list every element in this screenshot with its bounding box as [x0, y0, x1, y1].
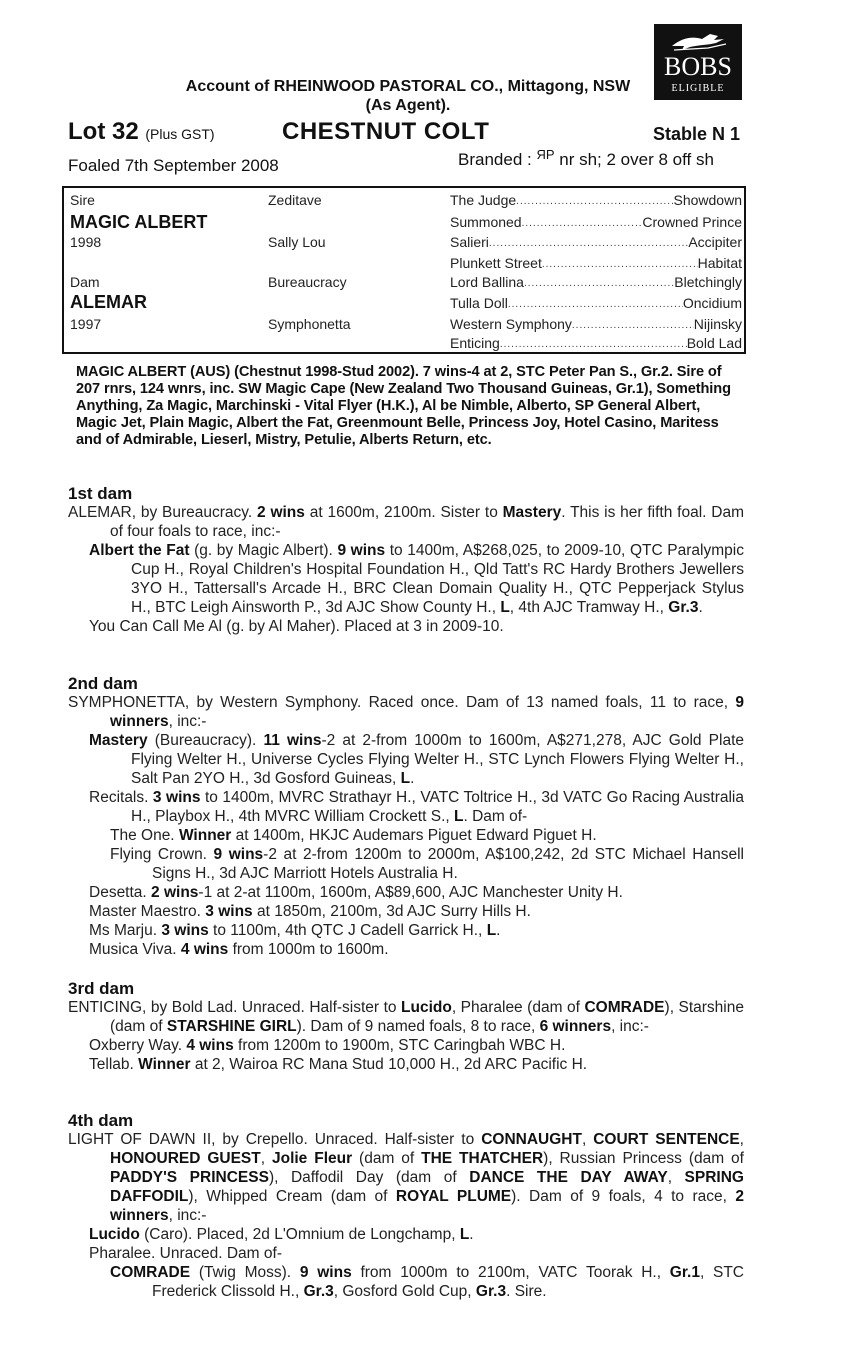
bold-text: Gr.3 — [303, 1283, 334, 1300]
text: ), Daffodil Day (dam of — [268, 1169, 470, 1186]
grandparent-sire: Enticing — [450, 335, 500, 351]
text: ENTICING, by Bold Lad. Unraced. Half-sister to — [68, 999, 402, 1016]
grandparent-row — [450, 316, 742, 336]
bold-text: 9 winners — [110, 694, 744, 730]
dam-entry — [68, 1130, 744, 1225]
text: -1 at 2-at 1100m, 1600m, A$89,600, AJC Manchester Unity H. — [198, 884, 623, 901]
grandparent-sire: Salieri — [450, 234, 489, 250]
bold-text: COMRADE — [584, 999, 665, 1016]
bold-text: 4 wins — [180, 941, 229, 958]
bold-text: 9 wins — [337, 542, 386, 559]
leader-dots — [500, 335, 687, 355]
section-heading: 1st dam — [68, 484, 133, 503]
progeny-entry — [68, 541, 744, 617]
bold-text: L — [500, 599, 510, 616]
text: You Can Call Me Al (g. by Al Maher). Placed at 3 in 2009-10. — [89, 618, 504, 635]
text: , — [667, 1169, 685, 1186]
text: (Bureaucracy). — [147, 732, 264, 749]
text: . — [469, 1226, 474, 1243]
dam-entry — [68, 998, 744, 1036]
text: at 2, Wairoa RC Mana Stud 10,000 H., 2d ARC Pacific H. — [190, 1056, 588, 1073]
text: . Sire. — [506, 1283, 547, 1300]
vendor-account: Account of RHEINWOOD PASTORAL CO., Mittagong, NSW — [185, 78, 631, 95]
section-heading: 4th dam — [68, 1111, 134, 1130]
bold-text: DANCE THE DAY AWAY — [469, 1169, 668, 1186]
bold-text: 6 winners — [539, 1018, 612, 1035]
grandparent-row — [450, 295, 742, 315]
grandparent-dam: Habitat — [697, 255, 742, 271]
leader-dots — [489, 234, 688, 254]
grandparent-sire: Summoned — [450, 214, 522, 230]
brand-mark: ЯP — [536, 147, 555, 162]
branded-text: nr sh; 2 over 8 off sh — [559, 150, 714, 169]
grandparent-row — [450, 255, 742, 275]
leader-dots — [524, 274, 674, 294]
grandparent-dam: Bletchingly — [674, 274, 742, 290]
progeny-entry — [68, 845, 744, 883]
dam-name: ALEMAR — [70, 292, 147, 312]
text: ALEMAR, by Bureaucracy. — [68, 504, 258, 521]
text: . — [410, 770, 415, 787]
brand-info — [458, 147, 714, 170]
leader-dots — [542, 255, 698, 275]
text: from 1000m to 1600m. — [228, 941, 389, 958]
pedigree-table — [62, 186, 746, 354]
text: LIGHT OF DAWN II, by Crepello. Unraced. Half-sister to — [68, 1131, 482, 1148]
logo-brand: BOBS — [664, 52, 732, 81]
grandparent-sire: Western Symphony — [450, 316, 572, 332]
bold-text: 4 wins — [186, 1037, 234, 1054]
dam-entry — [68, 503, 744, 541]
grandparent-dam: Showdown — [673, 192, 742, 208]
lot-number: Lot 32 (Plus GST) — [68, 118, 215, 145]
text: , 4th AJC Tramway H., — [509, 599, 669, 616]
bold-text: 3 wins — [205, 903, 253, 920]
grandparent-row — [450, 234, 742, 254]
text: The One. — [110, 827, 179, 844]
sire-dam: Sally Lou — [268, 234, 326, 250]
bold-text: 9 wins — [299, 1264, 352, 1281]
text: SYMPHONETTA, by Western Symphony. Raced once. Dam of 13 named foals, 11 to race, — [68, 694, 736, 711]
progeny-entry — [68, 826, 744, 845]
text: Recitals. — [89, 789, 153, 806]
grandparent-dam: Oncidium — [682, 295, 742, 311]
text: ). Dam of 9 named foals, 8 to race, — [296, 1018, 540, 1035]
sire-label: Sire — [70, 192, 95, 208]
text: Desetta. — [89, 884, 152, 901]
bold-text: ROYAL PLUME — [395, 1188, 512, 1205]
text: , inc:- — [168, 1207, 207, 1224]
progeny-entry — [68, 731, 744, 788]
text: to 1400m, A$268,025, to 2009-10, QTC Paralympic Cup H., Royal Children's Hospital Foundation H., Qld Tatt's RC Hardy Brothers Jewellers 3YO H., Tattersall's Arcade H., BRC Clean Domain Quality H., QTC Pepperjack Stylus H., BTC Leigh Ainsworth P., 3d AJC Show County H., — [131, 542, 744, 616]
text: -2 at 2-from 1000m to 1600m, A$271,278, AJC Gold Plate Flying Welter H., Universe Cycles Flying Welter H., STC Lynch Flowers Flying Welter H., Salt Pan 2YO H., 3d Gosford Guineas, — [131, 732, 744, 787]
dam-entry — [68, 693, 744, 731]
bold-text: L — [486, 922, 497, 939]
progeny-entry — [68, 617, 744, 636]
stable-location: Stable N 1 — [652, 124, 740, 144]
text: . — [496, 922, 501, 939]
bold-text: HONOURED GUEST — [110, 1150, 261, 1167]
text: Flying Crown. — [110, 846, 214, 863]
bold-text: Gr.3 — [668, 599, 699, 616]
sire-name: MAGIC ALBERT — [70, 212, 208, 232]
fourth-dam-section — [68, 1111, 744, 1301]
bold-text: Lucido — [401, 999, 452, 1016]
bold-text: 2 wins — [257, 504, 305, 521]
progeny-entry — [68, 902, 744, 921]
lot-gst: (Plus GST) — [145, 126, 215, 142]
progeny-entry — [68, 940, 744, 959]
racehorse-icon — [668, 30, 728, 52]
text: , inc:- — [611, 1018, 649, 1035]
leader-dots — [508, 295, 683, 315]
section-heading: 2nd dam — [68, 674, 138, 693]
text: (Twig Moss). — [190, 1264, 300, 1281]
text: at 1850m, 2100m, 3d AJC Surry Hills H. — [252, 903, 531, 920]
progeny-entry — [68, 1263, 744, 1301]
text: to 1100m, 4th QTC J Cadell Garrick H., — [208, 922, 487, 939]
bold-text: 2 winners — [110, 1188, 744, 1224]
bold-text: Albert the Fat — [89, 542, 190, 559]
bold-text: Winner — [178, 827, 232, 844]
grandparent-sire: Tulla Doll — [450, 295, 508, 311]
bold-text: SPRING DAFFODIL — [110, 1169, 744, 1205]
grandparent-dam: Bold Lad — [686, 335, 742, 351]
grandparent-row — [450, 335, 742, 355]
bold-text: L — [459, 1226, 470, 1243]
dam-dam: Symphonetta — [268, 316, 351, 332]
dam-label: Dam — [70, 274, 100, 290]
progeny-entry — [68, 883, 744, 902]
bold-text: L — [454, 808, 464, 825]
progeny-entry — [68, 1244, 744, 1263]
bold-text: COURT SENTENCE — [593, 1131, 740, 1148]
first-dam-section — [68, 484, 744, 636]
bold-text: Winner — [138, 1056, 191, 1073]
text: , — [581, 1131, 594, 1148]
bold-text: 3 wins — [161, 922, 209, 939]
vendor-agent: (As Agent). — [365, 97, 451, 114]
text: to 1400m, MVRC Strathayr H., VATC Toltrice H., 3d VATC Go Racing Australia H., Playbox H., 4th MVRC William Crockett S., — [131, 789, 744, 825]
text: . This is her fifth foal. Dam of four foals to race, inc:- — [110, 504, 744, 540]
second-dam-section — [68, 674, 744, 959]
text: ), Whipped Cream (dam of — [188, 1188, 396, 1205]
progeny-entry — [68, 1055, 744, 1074]
bold-text: Mastery — [502, 504, 562, 521]
bobs-eligible-logo — [654, 24, 742, 100]
progeny-entry — [68, 1225, 744, 1244]
logo-subtitle: ELIGIBLE — [671, 83, 725, 94]
text: (g. by Magic Albert). — [189, 542, 338, 559]
third-dam-section — [68, 979, 744, 1074]
progeny-entry — [68, 788, 744, 826]
bold-text: Lucido — [89, 1226, 140, 1243]
text: Tellab. — [89, 1056, 139, 1073]
bold-text: Mastery — [89, 732, 148, 749]
grandparent-dam: Crowned Prince — [642, 214, 742, 230]
section-heading: 3rd dam — [68, 979, 135, 998]
text: at 1600m, 2100m. Sister to — [304, 504, 503, 521]
progeny-entry — [68, 1036, 744, 1055]
bold-text: 2 wins — [151, 884, 199, 901]
text: . Dam of- — [463, 808, 528, 825]
bold-text: Gr.3 — [475, 1283, 507, 1300]
sire-summary: MAGIC ALBERT (AUS) (Chestnut 1998-Stud 2002). 7 wins-4 at 2, STC Peter Pan S., Gr.2. Sire of 207 rnrs, 124 wnrs, inc. SW Magic Cape (New Zealand Two Thousand Guineas, Gr.1), Something Anything, Za Magic, Marchinski - Vital Flyer (H.K.), Al be Nimble, Alberto, SP General Albert, Magic Jet, Plain Magic, Albert the Fat, Greenmount Belle, Princess Joy, Hotel Casino, Maritess and of Admirable, Lieserl, Mistry, Petulie, Alberts Return, etc. — [76, 364, 731, 448]
text: (Caro). Placed, 2d L'Omnium de Longchamp, — [139, 1226, 460, 1243]
text: Pharalee. Unraced. Dam of- — [89, 1245, 282, 1262]
text: , STC Frederick Clissold H., — [152, 1264, 745, 1300]
branded-label: Branded : — [458, 150, 532, 169]
bold-text: COMRADE — [110, 1264, 191, 1281]
bold-text: CONNAUGHT — [481, 1131, 582, 1148]
text: -2 at 2-from 1200m to 2000m, A$100,242, 2d STC Michael Hansell Signs H., 3d AJC Marriott Hotels Australia H. — [152, 846, 744, 882]
grandparent-row — [450, 274, 742, 294]
text: , — [260, 1150, 272, 1167]
grandparent-dam: Nijinsky — [693, 316, 742, 332]
sire-sire: Zeditave — [268, 192, 322, 208]
text: Oxberry Way. — [89, 1037, 187, 1054]
progeny-entry — [68, 921, 744, 940]
text: . — [698, 599, 703, 616]
text: Ms Marju. — [89, 922, 162, 939]
sire-year: 1998 — [70, 234, 102, 250]
bold-text: 3 wins — [152, 789, 201, 806]
leader-dots — [572, 316, 694, 336]
bold-text: STARSHINE GIRL — [166, 1018, 297, 1035]
bold-text: PADDY'S PRINCESS — [110, 1169, 269, 1186]
text: Master Maestro. — [89, 903, 206, 920]
text: at 1400m, HKJC Audemars Piguet Edward Piguet H. — [231, 827, 597, 844]
grandparent-sire: Plunkett Street — [450, 255, 542, 271]
text: ). Dam of 9 foals, 4 to race, — [511, 1188, 736, 1205]
text: Musica Viva. — [89, 941, 181, 958]
lot-title: CHESTNUT COLT — [282, 118, 490, 145]
grandparent-dam: Accipiter — [688, 234, 742, 250]
leader-dots — [516, 192, 673, 212]
text: from 1000m to 2100m, VATC Toorak H., — [351, 1264, 670, 1281]
bold-text: 9 wins — [213, 846, 264, 863]
lot-line — [68, 118, 748, 148]
bold-text: L — [400, 770, 411, 787]
bold-text: Jolie Fleur — [271, 1150, 353, 1167]
leader-dots — [522, 214, 643, 234]
grandparent-sire: The Judge — [450, 192, 517, 208]
text: , Gosford Gold Cup, — [333, 1283, 476, 1300]
text: , inc:- — [168, 713, 207, 730]
bold-text: THE THATCHER — [421, 1150, 544, 1167]
grandparent-row — [450, 192, 742, 212]
dam-sire: Bureaucracy — [268, 274, 347, 290]
text: ), Starshine (dam of — [110, 999, 744, 1035]
grandparent-sire: Lord Ballina — [450, 274, 524, 290]
text: from 1200m to 1900m, STC Caringbah WBC H. — [233, 1037, 566, 1054]
text: , — [739, 1131, 744, 1148]
bold-text: 11 wins — [263, 732, 322, 749]
text: ), Russian Princess (dam of — [543, 1150, 744, 1167]
text: , Pharalee (dam of — [451, 999, 585, 1016]
text: (dam of — [352, 1150, 422, 1167]
dam-year: 1997 — [70, 316, 102, 332]
bold-text: Gr.1 — [669, 1264, 700, 1281]
grandparent-row — [450, 214, 742, 234]
foaled-date: Foaled 7th September 2008 — [68, 156, 279, 175]
